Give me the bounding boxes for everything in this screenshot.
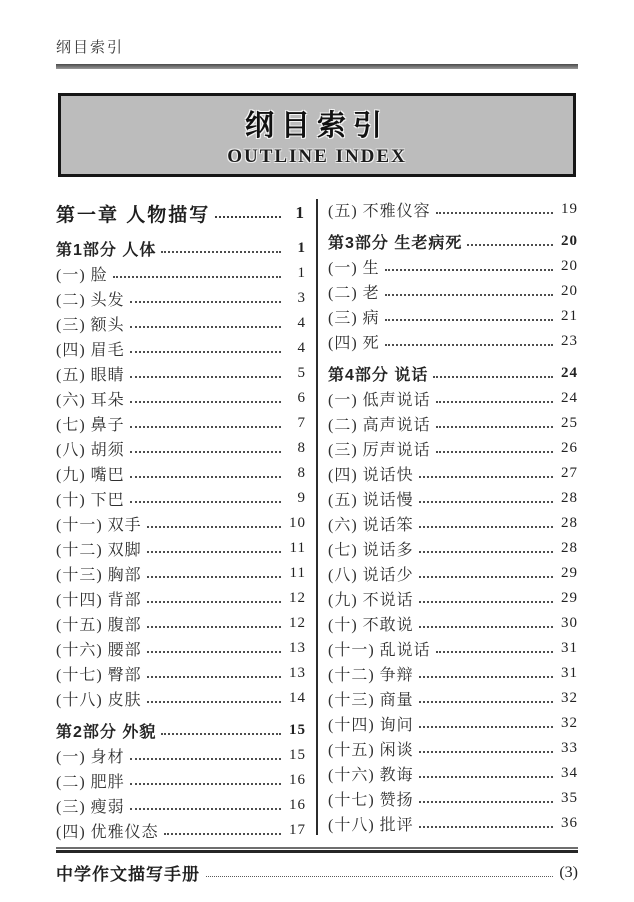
toc-entry [56,411,306,436]
toc-entry-dot-leader [113,269,281,277]
toc-entry-label: (六) 耳朵 [56,392,125,409]
toc-entry [328,786,578,811]
toc-entry-dot-leader [419,619,553,627]
toc-entry-page: 24 [561,365,578,381]
toc-entry-label: (十二) 争辩 [328,667,414,684]
toc-entry-label: 第一章 人物描写 [56,204,211,226]
toc-entry-dot-leader [147,544,281,552]
toc-entry-dot-leader [130,494,281,502]
toc-entry-page: 4 [297,340,306,356]
toc-entry [328,811,578,836]
toc-entry-page: 1 [295,203,306,222]
toc-entry-label: (六) 说话笨 [328,517,414,534]
toc-entry [56,818,306,843]
toc-entry [56,461,306,486]
toc-entry [56,586,306,611]
toc-entry-page: 8 [297,440,306,456]
toc-entry [328,304,578,329]
toc-entry-label: (十一) 双手 [56,517,142,534]
toc-entry [328,361,578,386]
toc-entry-label: (二) 老 [328,285,380,302]
toc-entry-dot-leader [130,419,281,427]
toc-entry-dot-leader [130,776,281,784]
toc-entry-dot-leader [161,244,281,252]
toc-entry [328,386,578,411]
toc-entry-page: 4 [297,315,306,331]
toc-entry-label: (十四) 询问 [328,717,414,734]
toc-entry-dot-leader [419,769,553,777]
toc-entry-dot-leader [385,287,553,295]
footer-row [56,853,578,885]
toc-entry-page: 3 [297,290,306,306]
toc-entry-page: 32 [561,715,578,731]
toc-entry [56,611,306,636]
toc-entry-page: 33 [561,740,578,756]
column-divider-rule [316,199,318,835]
toc-entry-page: 23 [561,333,578,349]
toc-entry-label: (十三) 商量 [328,692,414,709]
toc-entry-dot-leader [436,205,553,213]
toc-entry-page: 11 [289,565,306,581]
toc-entry-label: (十五) 腹部 [56,617,142,634]
toc-entry-label: (五) 说话慢 [328,492,414,509]
toc-entry-label: (十八) 批评 [328,817,414,834]
toc-entry-page: 8 [297,465,306,481]
toc-entry-page: 35 [561,790,578,806]
toc-entry-page: 13 [289,640,306,656]
toc-entry [328,511,578,536]
toc-entry-dot-leader [436,394,553,402]
toc-entry-page: 32 [561,690,578,706]
toc-entry [56,197,306,229]
toc-entry-dot-leader [385,312,553,320]
toc-entry [328,586,578,611]
toc-entry-label: (五) 眼睛 [56,367,125,384]
toc-entry [328,611,578,636]
toc-entry-label: (二) 肥胖 [56,774,125,791]
toc-entry [56,261,306,286]
toc-entry-dot-leader [147,619,281,627]
toc-entry-page: 28 [561,540,578,556]
toc-entry-page: 25 [561,415,578,431]
toc-entry-label: (九) 不说话 [328,592,414,609]
toc-entry-dot-leader [147,694,281,702]
toc-entry-page: 15 [289,747,306,763]
toc-entry [328,411,578,436]
toc [56,197,578,843]
toc-entry-dot-leader [130,444,281,452]
toc-entry [56,686,306,711]
toc-entry [56,636,306,661]
toc-entry-page: 1 [297,240,306,256]
toc-entry-page: 15 [289,722,306,738]
toc-entry [328,329,578,354]
toc-entry-label: (十五) 闲谈 [328,742,414,759]
toc-entry-dot-leader [130,469,281,477]
toc-entry-page: 7 [297,415,306,431]
toc-entry-label: (三) 病 [328,310,380,327]
toc-entry-page: 21 [561,308,578,324]
toc-entry-page: 6 [297,390,306,406]
toc-entry-page: 27 [561,465,578,481]
toc-entry-page: 16 [289,797,306,813]
toc-entry-label: (十二) 双脚 [56,542,142,559]
toc-entry [56,718,306,743]
toc-entry-page: 11 [289,540,306,556]
toc-entry-label: (四) 优雅仪态 [56,824,159,841]
toc-entry [56,336,306,361]
toc-entry-dot-leader [130,319,281,327]
toc-entry-label: (八) 说话少 [328,567,414,584]
toc-entry-page: 31 [561,640,578,656]
toc-entry-label: (三) 瘦弱 [56,799,125,816]
toc-entry [328,686,578,711]
toc-entry-label: (二) 高声说话 [328,417,431,434]
title-box [58,93,576,177]
toc-entry-page: 12 [289,615,306,631]
page-footer [56,847,578,885]
toc-entry-label: (四) 眉毛 [56,342,125,359]
toc-entry-page: 26 [561,440,578,456]
toc-entry-label: 第3部分 生老病死 [328,235,463,252]
toc-entry-label: 第2部分 外貌 [56,724,157,741]
toc-entry-dot-leader [419,744,553,752]
running-header-title: 纲目索引 [56,39,125,56]
toc-entry-dot-leader [419,494,553,502]
toc-entry-label: (二) 头发 [56,292,125,309]
toc-entry-label: (十七) 臀部 [56,667,142,684]
toc-entry [56,743,306,768]
toc-entry-dot-leader [419,469,553,477]
toc-entry [56,661,306,686]
toc-entry-label: (十四) 背部 [56,592,142,609]
toc-entry-page: 28 [561,490,578,506]
toc-entry [56,436,306,461]
toc-entry-label: (四) 说话快 [328,467,414,484]
toc-entry-label: (五) 不雅仪容 [328,203,431,220]
toc-entry-page: 20 [561,283,578,299]
toc-entry-label: (一) 生 [328,260,380,277]
toc-entry-page: 31 [561,665,578,681]
toc-entry-label: (一) 低声说话 [328,392,431,409]
toc-entry [56,511,306,536]
toc-entry [328,229,578,254]
running-header [56,36,578,69]
toc-entry [56,486,306,511]
toc-entry-dot-leader [436,419,553,427]
toc-entry-page: 30 [561,615,578,631]
toc-entry-page: 20 [561,258,578,274]
toc-entry [328,254,578,279]
toc-entry [328,661,578,686]
toc-entry-page: 29 [561,590,578,606]
toc-entry-dot-leader [419,669,553,677]
toc-entry-dot-leader [419,569,553,577]
toc-entry-dot-leader [215,208,281,218]
toc-entry-page: 17 [289,822,306,838]
toc-entry-dot-leader [130,369,281,377]
book-title: 中学作文描写手册 [56,865,200,884]
toc-entry-dot-leader [130,394,281,402]
toc-entry-page: 16 [289,772,306,788]
toc-entry-label: (十三) 胸部 [56,567,142,584]
toc-entry-label: (十七) 赞扬 [328,792,414,809]
toc-entry-label: (十一) 乱说话 [328,642,431,659]
toc-entry-dot-leader [130,751,281,759]
toc-entry [328,436,578,461]
toc-entry-label: (三) 厉声说话 [328,442,431,459]
toc-entry-page: 14 [289,690,306,706]
page-subtitle: OUTLINE INDEX [227,145,407,167]
toc-entry-label: (十八) 皮肤 [56,692,142,709]
toc-entry [328,461,578,486]
toc-entry [328,761,578,786]
toc-entry-page: 12 [289,590,306,606]
toc-entry-dot-leader [147,569,281,577]
toc-entry-label: 第4部分 说话 [328,367,429,384]
toc-entry-dot-leader [130,801,281,809]
toc-entry [56,236,306,261]
toc-entry-dot-leader [419,519,553,527]
toc-entry-page: 1 [297,265,306,281]
toc-entry-page: 24 [561,390,578,406]
toc-entry-dot-leader [130,294,281,302]
toc-entry-dot-leader [385,337,553,345]
toc-entry-label: (十) 下巴 [56,492,125,509]
toc-entry [328,536,578,561]
toc-entry [328,561,578,586]
toc-column-right [328,197,578,843]
header-rule [56,64,578,69]
toc-entry-dot-leader [164,826,281,834]
toc-entry [56,768,306,793]
toc-entry [56,561,306,586]
toc-column-left [56,197,306,843]
toc-entry-label: (三) 额头 [56,317,125,334]
toc-entry-dot-leader [467,237,553,245]
toc-entry-label: (八) 胡须 [56,442,125,459]
toc-entry-label: (十六) 教诲 [328,767,414,784]
toc-entry-dot-leader [385,262,553,270]
toc-entry-page: 13 [289,665,306,681]
toc-entry-label: (七) 说话多 [328,542,414,559]
toc-entry-dot-leader [419,719,553,727]
toc-entry-dot-leader [433,369,553,377]
toc-entry-dot-leader [419,819,553,827]
toc-entry [328,486,578,511]
toc-entry-dot-leader [419,794,553,802]
page-title: 纲目索引 [244,109,389,142]
toc-entry-label: (一) 身材 [56,749,125,766]
toc-entry-page: 10 [289,515,306,531]
toc-entry-label: 第1部分 人体 [56,242,157,259]
toc-entry-page: 28 [561,515,578,531]
toc-entry-page: 5 [297,365,306,381]
toc-entry [328,279,578,304]
toc-entry-dot-leader [147,644,281,652]
toc-entry-label: (十六) 腰部 [56,642,142,659]
toc-entry-page: 34 [561,765,578,781]
toc-entry-page: 29 [561,565,578,581]
toc-entry-dot-leader [147,669,281,677]
toc-entry-dot-leader [130,344,281,352]
toc-entry-label: (四) 死 [328,335,380,352]
toc-entry [328,636,578,661]
toc-entry-dot-leader [147,594,281,602]
toc-entry-dot-leader [419,544,553,552]
toc-entry-label: (九) 嘴巴 [56,467,125,484]
toc-entry [56,386,306,411]
toc-entry-label: (七) 鼻子 [56,417,125,434]
toc-entry-dot-leader [436,444,553,452]
page-number: (3) [559,863,578,881]
toc-entry-page: 36 [561,815,578,831]
toc-entry [56,311,306,336]
toc-entry-page: 20 [561,233,578,249]
toc-entry-dot-leader [419,694,553,702]
toc-entry [56,286,306,311]
toc-entry-page: 9 [297,490,306,506]
toc-entry-label: (十) 不敢说 [328,617,414,634]
toc-entry-page: 19 [561,201,578,217]
toc-entry-dot-leader [161,726,281,734]
toc-entry [328,197,578,222]
toc-entry [328,736,578,761]
toc-entry-label: (一) 脸 [56,267,108,284]
toc-entry-dot-leader [147,519,281,527]
toc-entry-dot-leader [419,594,553,602]
toc-entry [328,711,578,736]
toc-entry [56,793,306,818]
toc-entry [56,361,306,386]
footer-dot-leader [206,869,553,877]
toc-entry-dot-leader [436,644,553,652]
toc-entry [56,536,306,561]
